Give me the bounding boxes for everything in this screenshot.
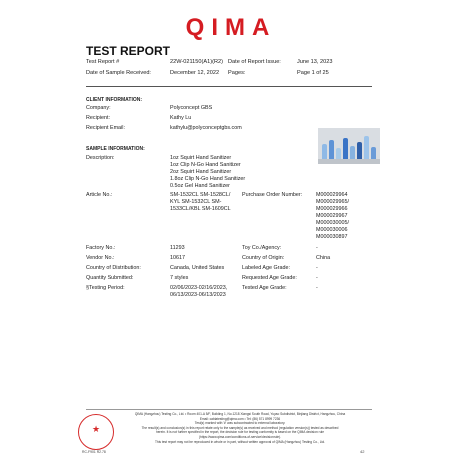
recipient-value: Kathy Lu: [170, 115, 192, 121]
vendor-label: Vendor No.:: [86, 255, 115, 261]
article-line: KYL SM-1532CL SM-: [170, 199, 222, 205]
description-line: 1.8oz Clip N-Go Hand Sanitizer: [170, 176, 246, 182]
recipient-label: Recipient:: [86, 115, 110, 121]
footer-line: QIMA (Hangzhou) Testing Co., Ltd. • Room 401-A 5/F, Building 1, No.1218 Xiangsi South Road, Yuyao Subdistrict, Binjiang District, Hangzhou, China: [134, 412, 346, 416]
vendor-value: 10617: [170, 255, 185, 261]
company-seal-stamp: [78, 414, 114, 450]
po-label: Purchase Order Number:: [242, 192, 303, 198]
company-value: Polyconcept GBS: [170, 105, 213, 111]
divider: [86, 86, 372, 87]
requested-age-label: Requested Age Grade:: [242, 275, 297, 281]
description-line: 0.5oz Gel Hand Sanitizer: [170, 183, 230, 189]
article-line: SM-1532CL SM-1528CL/: [170, 192, 231, 198]
article-label: Article No.:: [86, 192, 113, 198]
footer-line: Test(s) marked with '#' was subcontracted to external laboratory.: [194, 421, 286, 426]
footer-line: (https://www.qima.com/conditions-of-service/decisionrule).: [198, 434, 282, 439]
toy-agency-value: -: [316, 245, 318, 251]
footer-line: Email: cablatesting@qima.com • Tel: (86) 571 8999 7236: [199, 416, 281, 421]
sample-section-title: SAMPLE INFORMATION:: [86, 146, 145, 152]
po-line: M000029964: [316, 192, 348, 198]
form-code: RC-F901 R2.78: [82, 450, 106, 454]
po-line: M000029965/: [316, 199, 349, 205]
requested-age-value: -: [316, 275, 318, 281]
received-date: December 12, 2022: [170, 70, 220, 76]
testing-period-line: 06/13/2023-06/13/2023: [170, 292, 226, 298]
po-line: M000029966: [316, 206, 348, 212]
pages-label: Pages:: [228, 70, 246, 76]
footer-line: herein. It is not further specified in the report, the decision rule for testing conformity is based on the QIMA decision rule: [156, 430, 324, 435]
po-list: [316, 192, 349, 241]
testing-period-label: §Testing Period:: [86, 285, 125, 291]
company-label: Company:: [86, 105, 111, 111]
quantity-label: Quantity Submitted:: [86, 275, 134, 281]
page-code: 42: [360, 449, 365, 454]
article-list: [170, 192, 231, 213]
qima-logo: QIMA: [185, 14, 277, 41]
origin-label: Country of Origin:: [242, 255, 285, 261]
client-section-title: CLIENT INFORMATION:: [86, 97, 143, 103]
testing-period-line: 02/06/2023-02/16/2023,: [170, 285, 228, 291]
issue-date: June 13, 2023: [297, 59, 333, 65]
tested-age-label: Tested Age Grade:: [242, 285, 287, 291]
sample-photo: [318, 128, 380, 164]
pages-value: Page 1 of 25: [297, 70, 329, 76]
footer-divider: [86, 409, 372, 410]
description-label: Description:: [86, 155, 115, 161]
description-line: 1oz Squirt Hand Sanitizer: [170, 155, 232, 161]
po-line: M000030006: [316, 227, 348, 233]
footer-line: This test report may not be reproduced in whole or in part, without written approval of QIMA (Hangzhou) Testing Co., Ltd.: [154, 439, 326, 444]
seal-star-icon: ★: [91, 424, 101, 434]
distribution-label: Country of Distribution:: [86, 265, 141, 271]
labeled-age-value: -: [316, 265, 318, 271]
quantity-value: 7 styles: [170, 275, 189, 281]
po-line: M000030005/: [316, 220, 349, 226]
received-date-label: Date of Sample Received:: [86, 70, 151, 76]
po-line: M000029967: [316, 213, 348, 219]
issue-date-label: Date of Report Issue:: [228, 59, 281, 65]
email-value: kathylu@polyconceptgbs.com: [170, 125, 242, 131]
origin-value: China: [316, 255, 331, 261]
toy-agency-label: Toy Co./Agency:: [242, 245, 282, 251]
distribution-value: Canada, United States: [170, 265, 225, 271]
po-line: M000030897: [316, 234, 348, 240]
description-line: 2oz Squirt Hand Sanitizer: [170, 169, 232, 175]
footer-notes: [90, 412, 390, 444]
footer-line: The result(s) and conclusion(s) in this report relate only to the sample(s) as received and method (regulation version(s)) tested as described: [141, 425, 339, 430]
description-line: 1oz Clip N-Go Hand Sanitizer: [170, 162, 241, 168]
page-title: TEST REPORT: [86, 44, 171, 58]
email-label: Recipient Email:: [86, 125, 125, 131]
factory-value: 11293: [170, 245, 185, 251]
description-list: [170, 155, 245, 190]
report-number: 22W-021150(A1)(R2): [170, 59, 223, 65]
tested-age-value: -: [316, 285, 318, 291]
factory-label: Factory No.:: [86, 245, 116, 251]
article-line: 1533CL/KBL SM-1609CL: [170, 206, 231, 212]
labeled-age-label: Labeled Age Grade:: [242, 265, 290, 271]
report-number-label: Test Report #: [86, 59, 120, 65]
testing-period-list: [170, 285, 227, 299]
